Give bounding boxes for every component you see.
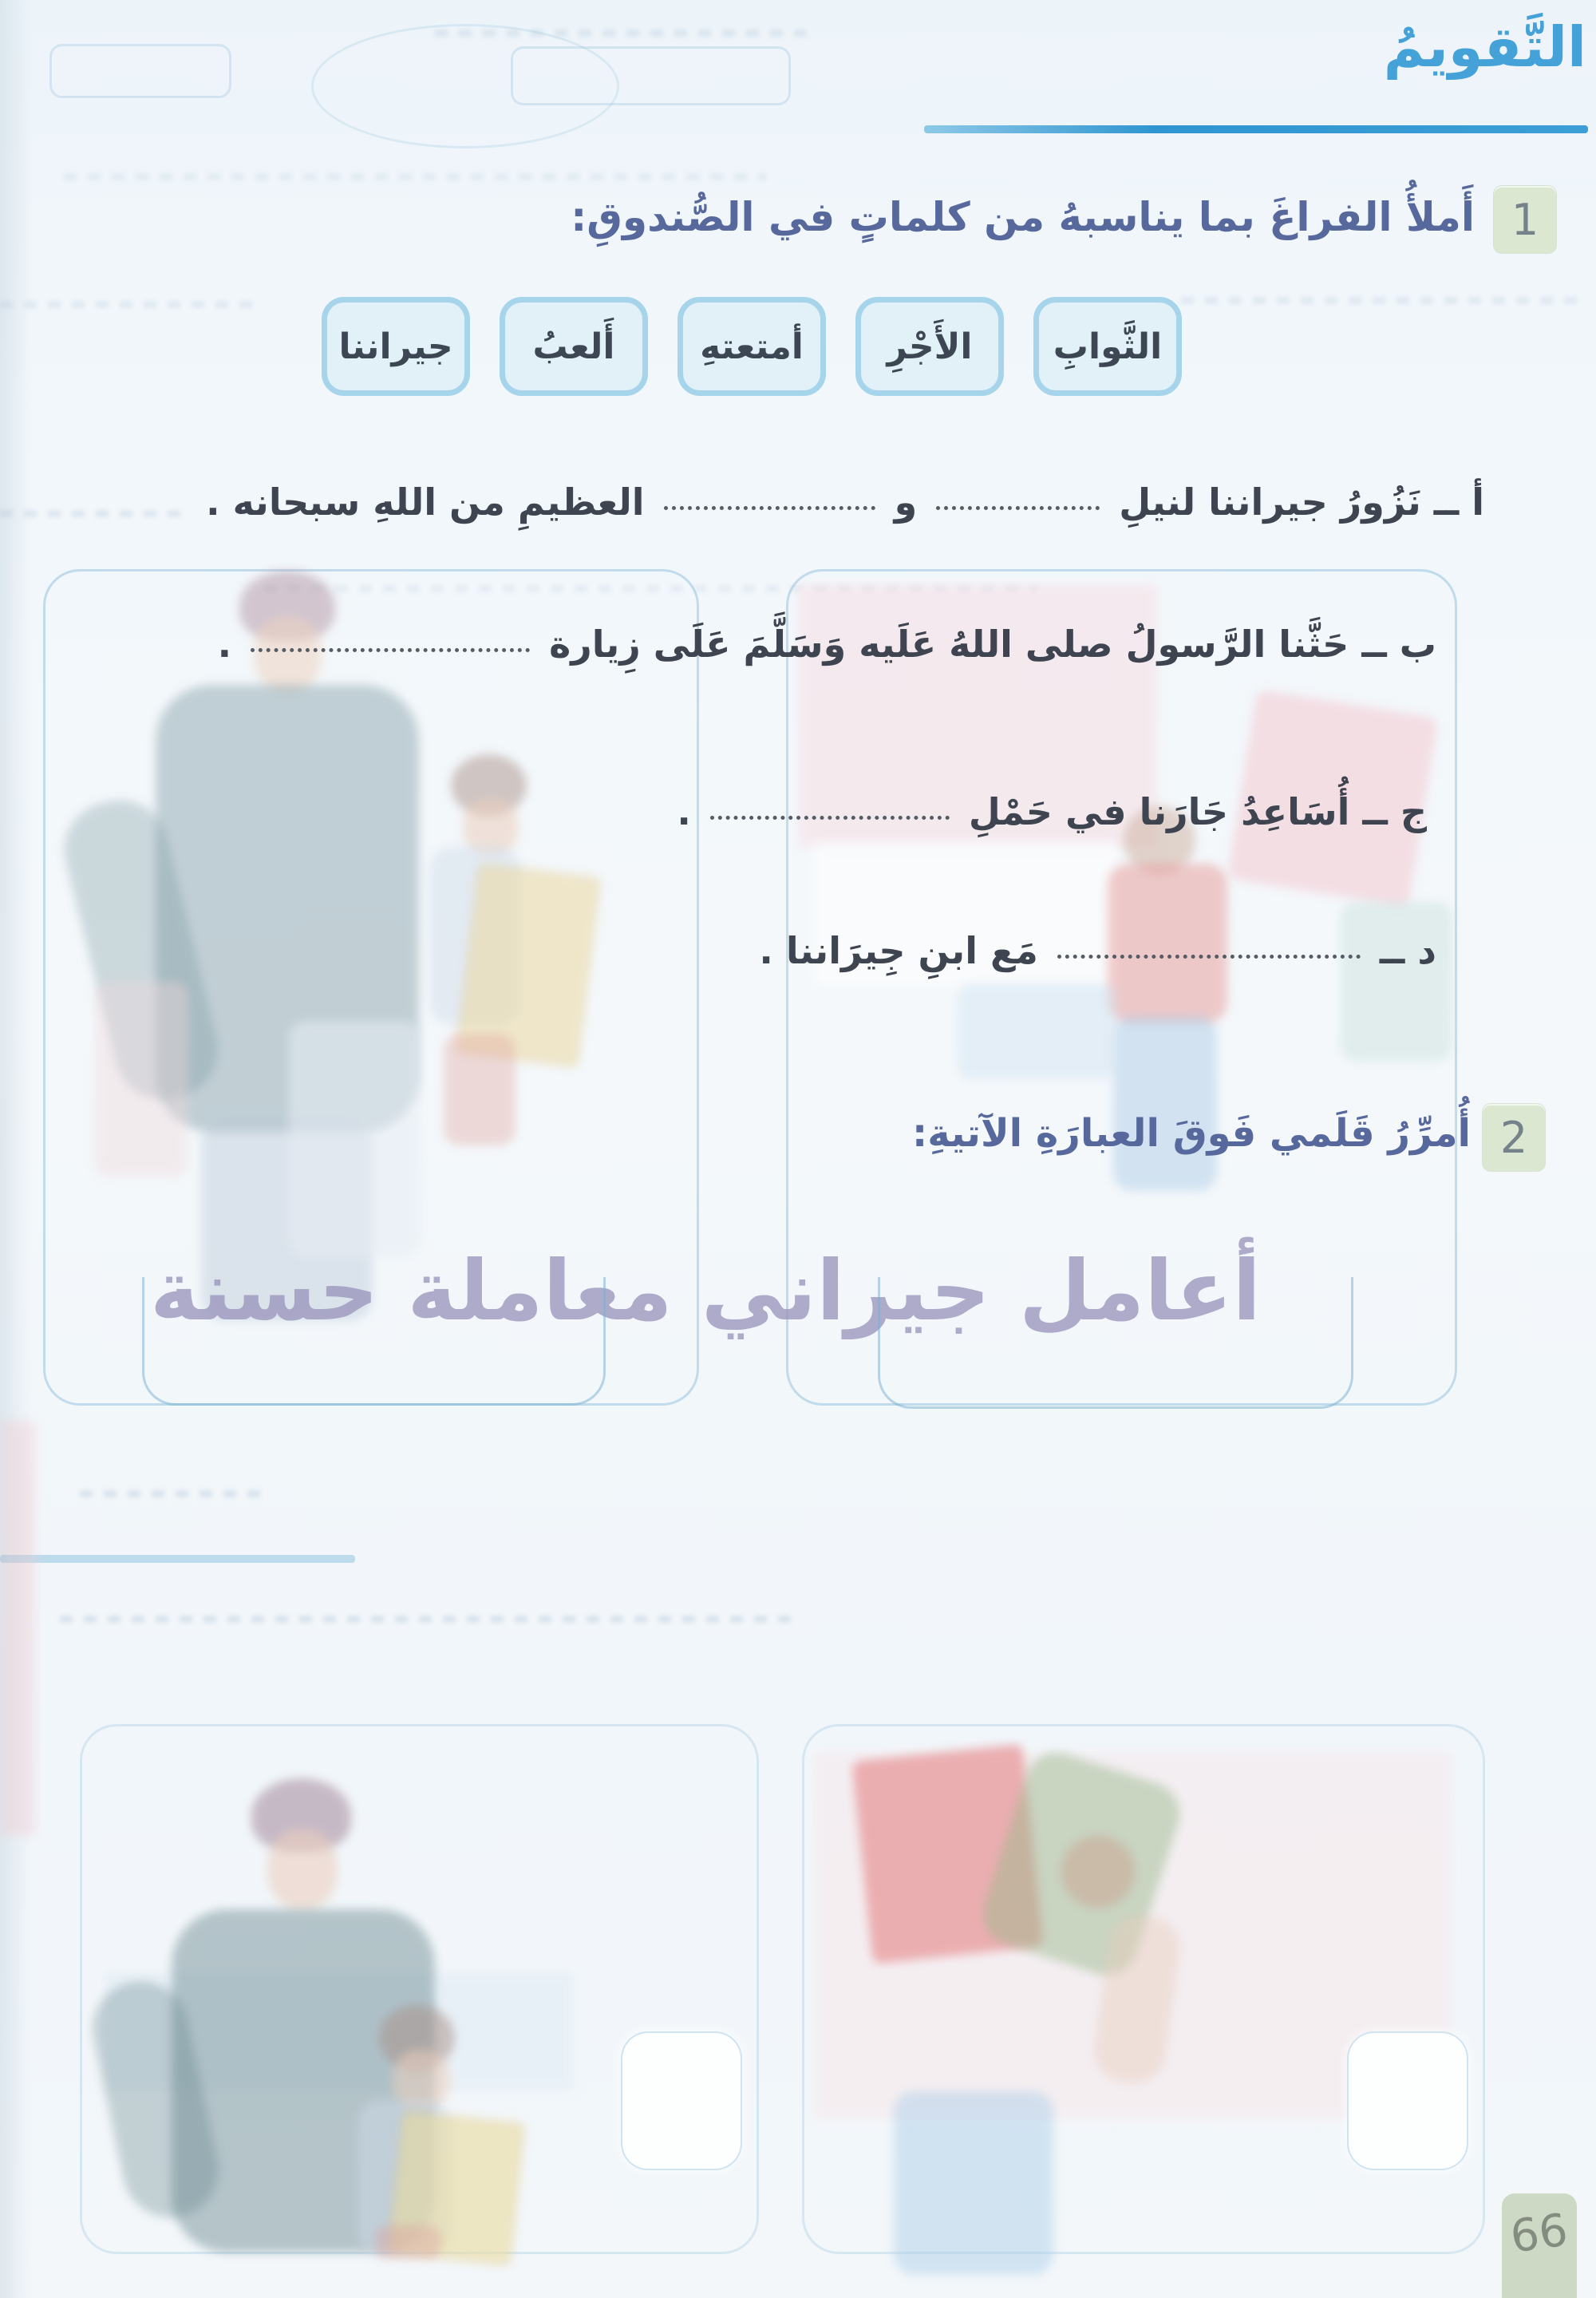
- item-text: و: [894, 481, 918, 524]
- bleed-through-cloud: [311, 24, 619, 148]
- word-bank-item[interactable]: [678, 297, 826, 396]
- item-text: مَع ابنِ جِيرَاننا .: [759, 929, 1038, 972]
- illustration-boy-head: [1061, 1836, 1135, 1908]
- exercise1-number: 1: [1511, 194, 1539, 245]
- illustration-bag: [94, 982, 188, 1177]
- illustration-child-legs: [444, 1034, 516, 1145]
- exercise1-instruction: أَملأُ الفراغَ بما يناسبهُ من كلماتٍ في الصُّندوقِ:: [571, 194, 1475, 240]
- bleed-through-mark: [1181, 275, 1588, 322]
- exercise2-number: 2: [1499, 1112, 1528, 1163]
- word-bank-label: أَلعبُ: [532, 326, 615, 367]
- bleed-through-mark: [0, 279, 263, 326]
- word-bank-label: الأَجْرِ: [887, 326, 973, 367]
- bleed-through-mark: [60, 1584, 798, 1648]
- item-letter: ب ــ: [1361, 623, 1436, 666]
- item-text: .: [217, 623, 232, 666]
- illustration-child-legs: [375, 2225, 440, 2259]
- word-bank-label: الثَّوابِ: [1053, 326, 1163, 367]
- fill-item-b: [218, 613, 1436, 675]
- blank-line[interactable]: [936, 496, 1100, 510]
- header-rule: [924, 125, 1588, 133]
- item-letter: أ ــ: [1433, 481, 1484, 524]
- exercise1-number-badge: [1494, 186, 1556, 253]
- item-letter: د ــ: [1379, 929, 1436, 972]
- exercise2-instruction: أُمرِّرُ قَلَمي فَوقَ العبارَةِ الآتيةِ:: [912, 1111, 1471, 1156]
- word-bank: [322, 297, 1182, 396]
- word-bank-item[interactable]: [1033, 297, 1182, 396]
- word-bank-item[interactable]: [322, 297, 470, 396]
- illustration-blue-patch: [958, 983, 1117, 1079]
- word-bank-label: أمتعتهِ: [700, 326, 804, 367]
- item-text: نَزُورُ جيراننا لنيلِ: [1119, 481, 1421, 524]
- answer-box-right[interactable]: [1347, 2031, 1468, 2170]
- page-number: 66: [1507, 2204, 1571, 2264]
- blank-line[interactable]: [1057, 945, 1361, 959]
- trace-phrase[interactable]: أعامل جيراني معاملة حسنة: [150, 1242, 1261, 1339]
- item-letter: ج ــ: [1362, 790, 1427, 833]
- bleed-through-mark: [80, 1469, 267, 1515]
- fill-item-a: [206, 471, 1484, 533]
- blank-line[interactable]: [710, 806, 950, 820]
- blank-line[interactable]: [664, 496, 875, 510]
- bleed-through-frame-bottom: [142, 1277, 606, 1406]
- item-text: العظيمِ من اللهِ سبحانه .: [206, 481, 645, 524]
- item-text: أُسَاعِدُ جَارَنا في حَمْلِ: [968, 790, 1350, 833]
- bleed-through-rule: [0, 1555, 355, 1563]
- page-title: التَّقويمُ: [1383, 14, 1586, 80]
- illustration-bag: [289, 1022, 421, 1257]
- blank-line[interactable]: [251, 639, 530, 652]
- page-number-badge: [1502, 2193, 1577, 2298]
- bleed-through-smudge: [0, 1421, 36, 1836]
- item-text: حَثَّنا الرَّسولُ صلى اللهُ عَلَيه وَسَلَّمَ عَلَى زِيارة: [549, 623, 1349, 666]
- bleed-through-mark: [0, 488, 188, 535]
- bleed-through-box: [49, 44, 231, 98]
- illustration-blue-shape: [894, 2091, 1053, 2275]
- fill-item-j: [677, 781, 1427, 843]
- word-bank-item[interactable]: [855, 297, 1004, 396]
- item-text: .: [677, 790, 691, 833]
- word-bank-item[interactable]: [500, 297, 648, 396]
- exercise2-number-badge: [1483, 1104, 1545, 1171]
- answer-box-left[interactable]: [621, 2031, 742, 2170]
- fill-item-d: [759, 920, 1436, 982]
- word-bank-label: جيراننا: [338, 326, 453, 367]
- illustration-man-face: [267, 1829, 338, 1909]
- bleed-through-frame-bottom: [878, 1277, 1353, 1409]
